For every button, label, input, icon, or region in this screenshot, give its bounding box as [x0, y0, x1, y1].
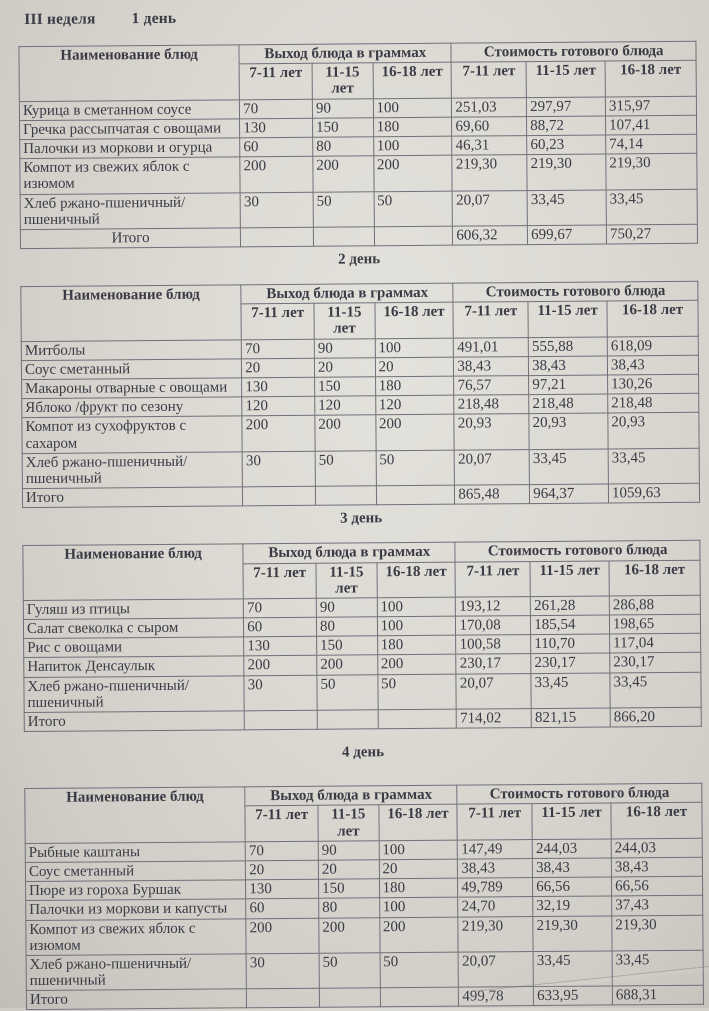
- cost-cell: 33,45: [527, 189, 606, 225]
- grams-cell: 100: [373, 136, 452, 156]
- cost-cell: 606,32: [453, 225, 528, 245]
- total-row: [24, 707, 701, 732]
- grams-cell: 90: [318, 841, 379, 861]
- cost-cell: 130,26: [608, 374, 699, 394]
- grams-cell: 200: [242, 416, 315, 452]
- cost-cell: 185,54: [531, 615, 610, 635]
- cost-cell: 219,30: [606, 153, 697, 189]
- cost-cell: 20,93: [608, 413, 699, 449]
- grams-cell: 200: [313, 156, 374, 192]
- cost-cell: 230,17: [531, 653, 610, 673]
- grams-cell: [317, 710, 378, 730]
- grams-cell: 130: [240, 118, 313, 138]
- grams-cell: 200: [317, 655, 378, 675]
- table-row: [24, 672, 701, 713]
- grams-cell: 200: [315, 415, 376, 451]
- grams-cell: 20: [246, 860, 319, 880]
- cost-cell: 170,08: [456, 616, 531, 636]
- cost-cell: 219,30: [452, 155, 527, 191]
- cost-cell: 286,88: [609, 595, 700, 615]
- cost-age-header-3: 16-18 лет: [611, 803, 702, 839]
- cost-age-header-1: 7-11 лет: [453, 302, 528, 338]
- grams-cell: [380, 987, 459, 1007]
- grams-cell: [244, 710, 317, 730]
- grams-cell: 130: [246, 879, 319, 899]
- dish-name-cell: Хлеб ржано-пшеничный/пшеничный: [24, 675, 245, 712]
- dish-name-cell: Макароны отварные с овощами: [22, 378, 242, 399]
- grams-cell: 200: [375, 415, 454, 451]
- week-label: III неделя: [24, 10, 96, 29]
- cost-cell: 866,20: [610, 707, 701, 727]
- grams-age-header-2: 11-15 лет: [312, 63, 373, 99]
- grams-cell: 90: [316, 598, 377, 618]
- cost-cell: 38,43: [533, 858, 612, 878]
- cost-cell: 38,43: [607, 355, 698, 375]
- total-row: [20, 224, 697, 249]
- cost-age-header-2: 11-15 лет: [528, 301, 607, 337]
- grams-cell: 150: [318, 879, 379, 899]
- cost-cell: 20,07: [455, 449, 530, 485]
- grams-cell: 50: [380, 952, 459, 988]
- cost-age-header-1: 7-11 лет: [455, 561, 530, 597]
- grams-cell: 50: [313, 191, 374, 227]
- total-label-cell: Итого: [24, 711, 244, 732]
- cost-cell: 633,95: [534, 986, 613, 1006]
- grams-cell: 120: [375, 395, 454, 415]
- dish-name-cell: Напиток Денсаулык: [24, 656, 244, 677]
- grams-cell: 70: [244, 598, 317, 618]
- grams-age-header-1: 7-11 лет: [245, 806, 318, 842]
- grams-age-header-3: 16-18 лет: [375, 302, 454, 338]
- cost-cell: 865,48: [455, 485, 530, 505]
- grams-cell: [241, 227, 314, 247]
- cost-cell: 74,14: [606, 134, 697, 154]
- day-caption-4: 4 день: [341, 744, 385, 761]
- grams-cell: 20: [375, 357, 454, 377]
- cost-cell: 750,27: [606, 224, 697, 244]
- cost-cell: 193,12: [456, 596, 531, 616]
- col-header-cost-group: Стоимость готового блюда: [451, 41, 696, 62]
- cost-cell: 97,21: [529, 375, 608, 395]
- cost-cell: 38,43: [529, 356, 608, 376]
- grams-cell: 180: [373, 117, 452, 137]
- grams-cell: 30: [246, 953, 319, 989]
- cost-cell: 699,67: [528, 225, 607, 245]
- menu-tables-container: [18, 41, 709, 1011]
- grams-cell: [243, 486, 316, 506]
- cost-cell: 110,70: [531, 634, 610, 654]
- cost-age-header-3: 16-18 лет: [605, 60, 696, 96]
- cost-cell: 218,48: [529, 394, 608, 414]
- cost-cell: 1059,63: [608, 483, 699, 503]
- total-label-cell: Итого: [22, 487, 242, 508]
- grams-cell: 120: [242, 396, 315, 416]
- cost-cell: 32,19: [533, 896, 612, 916]
- dish-name-cell: Салат свеколка с сыром: [23, 618, 243, 639]
- cost-age-header-2: 11-15 лет: [530, 560, 609, 596]
- dish-name-cell: Яблоко /фрукт по сезону: [22, 397, 242, 418]
- grams-age-header-3: 16-18 лет: [379, 805, 458, 841]
- cost-cell: 66,56: [611, 876, 702, 896]
- cost-cell: 555,88: [528, 337, 607, 357]
- cost-cell: 33,45: [529, 449, 608, 485]
- day-caption-3: 3 день: [340, 510, 383, 527]
- cost-cell: 20,07: [456, 673, 531, 709]
- cost-age-header-2: 11-15 лет: [532, 803, 611, 839]
- cost-cell: 618,09: [607, 336, 698, 356]
- grams-cell: 100: [377, 597, 456, 617]
- menu-table-day-3: [22, 540, 701, 732]
- grams-cell: 60: [244, 617, 317, 637]
- cost-cell: 499,78: [459, 987, 534, 1007]
- cost-cell: 46,31: [452, 136, 527, 156]
- grams-cell: 80: [316, 617, 377, 637]
- grams-cell: 200: [377, 655, 456, 675]
- grams-cell: 30: [240, 192, 313, 228]
- cost-cell: 33,45: [533, 951, 612, 987]
- cost-cell: 297,97: [527, 97, 606, 117]
- cost-age-header-3: 16-18 лет: [607, 300, 698, 336]
- grams-cell: 20: [314, 358, 375, 378]
- grams-cell: 50: [376, 450, 455, 486]
- table-row: [20, 189, 697, 230]
- dish-name-cell: Соус сметанный: [21, 359, 241, 380]
- dish-name-cell: Хлеб ржано-пшеничный/пшеничный: [22, 452, 243, 489]
- cost-cell: 69,60: [452, 116, 527, 136]
- grams-cell: [313, 227, 374, 247]
- dish-name-cell: Курица в сметанном соусе: [19, 99, 239, 120]
- col-header-dish-name: Наименование блюд: [19, 45, 240, 101]
- grams-age-header-3: 16-18 лет: [373, 62, 452, 98]
- col-header-dish-name: Наименование блюд: [23, 544, 244, 600]
- day1-label: 1 день: [131, 9, 177, 28]
- cost-cell: 218,48: [608, 393, 699, 413]
- cost-cell: 38,43: [458, 859, 533, 879]
- dish-name-cell: Хлеб ржано-пшеничный/пшеничный: [26, 954, 247, 991]
- cost-age-header-1: 7-11 лет: [451, 62, 526, 98]
- cost-cell: 76,57: [454, 376, 529, 396]
- grams-age-header-2: 11-15 лет: [314, 303, 375, 339]
- cost-cell: 33,45: [608, 448, 699, 484]
- grams-cell: 200: [319, 917, 380, 953]
- cost-age-header-3: 16-18 лет: [609, 560, 700, 596]
- cost-cell: 60,23: [527, 135, 606, 155]
- table-row: [22, 448, 699, 489]
- cost-cell: 20,93: [454, 414, 529, 450]
- dish-name-cell: Хлеб ржано-пшеничный/пшеничный: [20, 192, 241, 229]
- grams-cell: 120: [315, 396, 376, 416]
- cost-cell: 20,93: [529, 413, 608, 449]
- cost-cell: 38,43: [611, 857, 702, 877]
- day-caption-2: 2 день: [338, 251, 381, 268]
- grams-age-header-2: 11-15 лет: [318, 805, 379, 841]
- grams-cell: 150: [312, 118, 373, 138]
- grams-cell: 100: [377, 616, 456, 636]
- dish-name-cell: Рис с овощами: [24, 637, 244, 658]
- grams-cell: 180: [377, 635, 456, 655]
- table-row: [22, 413, 699, 454]
- dish-name-cell: Гуляш из птицы: [23, 599, 243, 620]
- grams-cell: 60: [246, 899, 319, 919]
- grams-cell: 100: [379, 840, 458, 860]
- table-row: [26, 915, 703, 956]
- grams-cell: 20: [318, 860, 379, 880]
- dish-name-cell: Компот из свежих яблок с изюмом: [20, 157, 241, 194]
- cost-cell: 20,07: [453, 190, 528, 226]
- grams-cell: 20: [379, 859, 458, 879]
- grams-cell: 200: [379, 917, 458, 953]
- grams-cell: [376, 485, 455, 505]
- grams-cell: 200: [244, 656, 317, 676]
- grams-cell: 90: [312, 98, 373, 118]
- cost-cell: 261,28: [530, 596, 609, 616]
- cost-cell: 230,17: [610, 653, 701, 673]
- col-header-grams-group: Выход блюда в граммах: [245, 785, 457, 806]
- grams-cell: [378, 709, 457, 729]
- col-header-cost-group: Стоимость готового блюда: [457, 783, 702, 804]
- grams-cell: 60: [240, 137, 313, 157]
- grams-cell: 200: [240, 156, 313, 192]
- table-row: [20, 153, 697, 194]
- col-header-dish-name: Наименование блюд: [25, 787, 246, 843]
- table-row: [26, 950, 703, 991]
- cost-cell: 107,41: [605, 115, 696, 135]
- grams-cell: 150: [317, 636, 378, 656]
- grams-cell: 70: [245, 841, 318, 861]
- cost-cell: 219,30: [458, 916, 533, 952]
- grams-cell: 200: [373, 155, 452, 191]
- cost-cell: 37,43: [612, 896, 703, 916]
- col-header-grams-group: Выход блюда в граммах: [239, 43, 451, 64]
- grams-cell: 30: [242, 451, 315, 487]
- grams-cell: 180: [375, 376, 454, 396]
- cost-cell: 218,48: [454, 395, 529, 415]
- cost-cell: 714,02: [457, 709, 532, 729]
- dish-name-cell: Соус сметанный: [25, 861, 245, 882]
- cost-cell: 117,04: [610, 633, 701, 653]
- cost-cell: 315,97: [605, 96, 696, 116]
- cost-cell: 88,72: [527, 116, 606, 136]
- grams-cell: 30: [244, 675, 317, 711]
- cost-cell: 147,49: [458, 839, 533, 859]
- dish-name-cell: Компот из свежих яблок с изюмом: [26, 918, 247, 955]
- cost-cell: 244,03: [532, 839, 611, 859]
- cost-cell: 198,65: [609, 614, 700, 634]
- cost-cell: 251,03: [452, 97, 527, 117]
- grams-cell: 200: [246, 918, 319, 954]
- cost-age-header-1: 7-11 лет: [457, 804, 532, 840]
- grams-cell: 50: [374, 191, 453, 227]
- cost-cell: 100,58: [456, 635, 531, 655]
- grams-cell: [247, 988, 320, 1008]
- dish-name-cell: Рыбные каштаны: [25, 842, 245, 863]
- cost-cell: 219,30: [612, 915, 703, 951]
- col-header-cost-group: Стоимость готового блюда: [453, 281, 698, 302]
- page-title: [24, 6, 705, 29]
- menu-table-day-1: [18, 41, 698, 249]
- grams-cell: 100: [375, 338, 454, 358]
- grams-cell: [319, 988, 380, 1008]
- grams-cell: 150: [315, 377, 376, 397]
- cost-cell: 821,15: [531, 708, 610, 728]
- grams-cell: 80: [313, 137, 374, 157]
- col-header-grams-group: Выход блюда в граммах: [243, 542, 455, 563]
- grams-cell: [374, 226, 453, 246]
- cost-cell: 38,43: [454, 356, 529, 376]
- grams-cell: 180: [379, 878, 458, 898]
- grams-cell: 100: [373, 98, 452, 118]
- col-header-grams-group: Выход блюда в граммах: [241, 283, 453, 304]
- cost-cell: 964,37: [530, 484, 609, 504]
- grams-cell: 70: [241, 339, 314, 359]
- grams-cell: 130: [242, 377, 315, 397]
- grams-age-header-1: 7-11 лет: [239, 63, 312, 99]
- grams-cell: [315, 486, 376, 506]
- grams-cell: 50: [317, 674, 378, 710]
- cost-cell: 33,45: [606, 189, 697, 225]
- dish-name-cell: Палочки из моркови и огурца: [20, 138, 240, 159]
- grams-age-header-2: 11-15 лет: [316, 562, 377, 598]
- total-row: [26, 985, 703, 1010]
- cost-cell: 33,45: [610, 672, 701, 708]
- grams-cell: 100: [379, 897, 458, 917]
- cost-cell: 33,45: [531, 673, 610, 709]
- total-row: [22, 483, 699, 508]
- dish-name-cell: Палочки из моркови и капусты: [26, 899, 246, 920]
- dish-name-cell: Митболы: [21, 339, 241, 360]
- cost-cell: 491,01: [454, 337, 529, 357]
- cost-cell: 219,30: [527, 154, 606, 190]
- dish-name-cell: Гречка рассыпчатая с овощами: [20, 119, 240, 140]
- cost-cell: 24,70: [458, 897, 533, 917]
- dish-name-cell: Пюре из гороха Буршак: [25, 880, 245, 901]
- grams-cell: 50: [377, 674, 456, 710]
- col-header-cost-group: Стоимость готового блюда: [455, 541, 700, 562]
- grams-age-header-3: 16-18 лет: [377, 562, 456, 598]
- grams-cell: 70: [240, 99, 313, 119]
- total-label-cell: Итого: [20, 228, 240, 249]
- cost-cell: 20,07: [458, 951, 533, 987]
- cost-cell: 244,03: [611, 838, 702, 858]
- cost-cell: 49,789: [458, 878, 533, 898]
- cost-cell: 219,30: [533, 915, 612, 951]
- cost-cell: 66,56: [533, 877, 612, 897]
- grams-cell: 90: [314, 338, 375, 358]
- cost-cell: 688,31: [612, 985, 703, 1005]
- grams-cell: 130: [244, 637, 317, 657]
- total-label-cell: Итого: [26, 989, 246, 1010]
- dish-name-cell: Компот из сухофруктов с сахаром: [22, 416, 243, 453]
- grams-cell: 20: [242, 358, 315, 378]
- cost-age-header-2: 11-15 лет: [526, 61, 605, 97]
- grams-age-header-1: 7-11 лет: [241, 304, 314, 340]
- grams-cell: 50: [315, 451, 376, 487]
- grams-age-header-1: 7-11 лет: [243, 563, 316, 599]
- grams-cell: 80: [319, 898, 380, 918]
- cost-cell: 33,45: [612, 950, 703, 986]
- col-header-dish-name: Наименование блюд: [21, 285, 242, 341]
- grams-cell: 50: [319, 953, 380, 989]
- menu-table-day-2: [20, 281, 700, 509]
- cost-cell: 230,17: [456, 654, 531, 674]
